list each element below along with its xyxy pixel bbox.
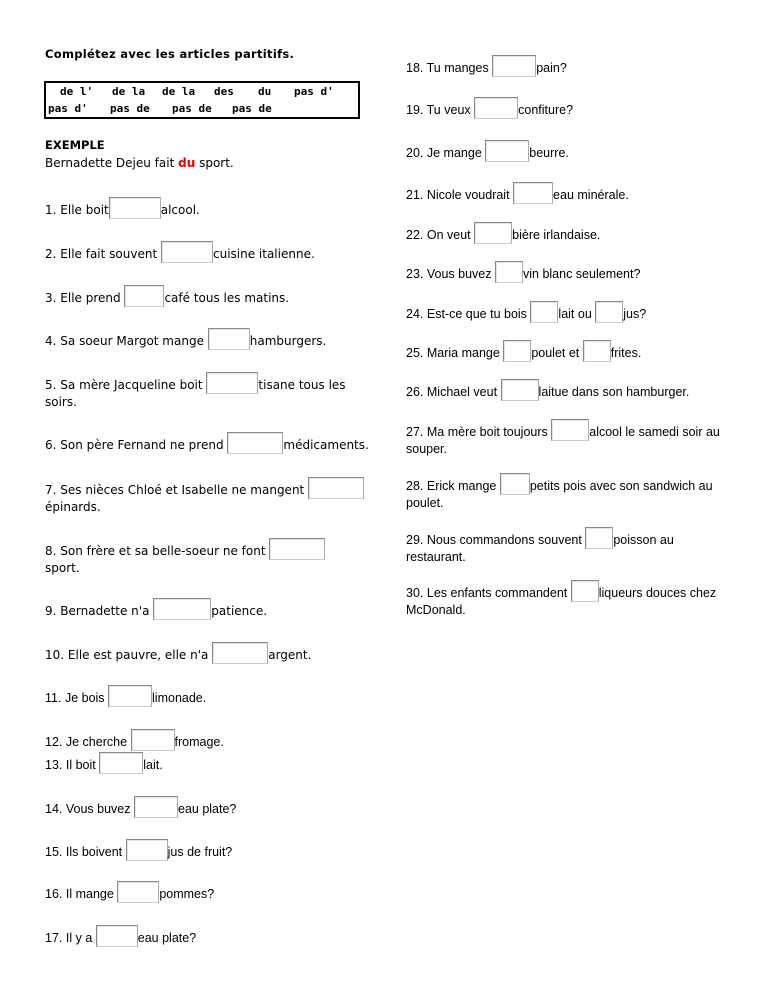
question-text: Je cherche xyxy=(65,735,128,749)
answer-input[interactable] xyxy=(131,729,175,751)
answer-input[interactable] xyxy=(208,328,250,350)
answer-input[interactable] xyxy=(500,473,530,495)
question-text: Nicole voudrait xyxy=(426,188,510,202)
question-text: médicaments. xyxy=(283,438,369,452)
question-29 xyxy=(406,527,674,566)
question-25 xyxy=(406,340,641,362)
question-number: 30. xyxy=(406,586,424,600)
question-text: Erick mange xyxy=(426,479,497,493)
question-text: Elle prend xyxy=(60,291,121,305)
question-text: Vous buvez xyxy=(65,802,131,816)
answer-input[interactable] xyxy=(495,261,523,283)
example-text-before: Bernadette Dejeu fait xyxy=(45,156,175,170)
question-number: 26. xyxy=(406,385,424,399)
question-text: patience. xyxy=(211,604,268,618)
question-text: soirs. xyxy=(45,395,77,409)
question-number: 11. xyxy=(45,691,62,705)
question-number: 14. xyxy=(45,802,63,816)
answer-input[interactable] xyxy=(117,881,159,903)
question-number: 19. xyxy=(406,103,424,117)
question-number: 12. xyxy=(45,735,63,749)
word-bank-item: de la xyxy=(112,85,146,98)
question-number: 16. xyxy=(45,887,63,901)
question-23 xyxy=(406,261,640,283)
question-text: laitue dans son hamburger. xyxy=(538,385,690,399)
answer-input[interactable] xyxy=(212,642,268,664)
question-4 xyxy=(45,328,326,350)
question-text: Est-ce que tu bois xyxy=(426,307,527,321)
question-text: restaurant. xyxy=(406,550,466,564)
question-text: Son frère et sa belle-soeur ne font xyxy=(60,544,266,558)
question-text: lait ou xyxy=(558,307,592,321)
question-text: Michael veut xyxy=(426,385,498,399)
question-number: 24. xyxy=(406,307,424,321)
question-number: 10. xyxy=(45,648,65,662)
question-text: petits pois avec son sandwich au xyxy=(529,479,713,493)
question-number: 23. xyxy=(406,267,424,281)
question-19 xyxy=(406,97,573,119)
question-text: épinards. xyxy=(45,500,101,514)
answer-input[interactable] xyxy=(595,301,623,323)
answer-input[interactable] xyxy=(501,379,539,401)
answer-input[interactable] xyxy=(583,340,611,362)
question-10 xyxy=(45,642,311,664)
word-bank-item: du xyxy=(258,85,272,98)
question-17 xyxy=(45,925,196,947)
question-number: 9. xyxy=(45,604,57,618)
question-12 xyxy=(45,729,224,751)
question-18 xyxy=(406,55,567,77)
question-number: 4. xyxy=(45,334,57,348)
word-bank-item: de l' xyxy=(60,85,94,98)
word-bank-item: pas d' xyxy=(294,85,334,98)
answer-input[interactable] xyxy=(227,432,283,454)
question-number: 27. xyxy=(406,425,424,439)
answer-input[interactable] xyxy=(474,97,518,119)
question-text: souper. xyxy=(406,442,448,456)
question-text: Ses nièces Chloé et Isabelle ne mangent xyxy=(60,483,305,497)
question-text: McDonald. xyxy=(406,603,466,617)
question-number: 13. xyxy=(45,758,63,772)
answer-input[interactable] xyxy=(153,598,211,620)
question-text: Nous commandons souvent xyxy=(426,533,582,547)
question-text: Sa mère Jacqueline boit xyxy=(60,378,203,392)
question-text: On veut xyxy=(426,228,471,242)
question-9 xyxy=(45,598,267,620)
question-15 xyxy=(45,839,232,861)
question-number: 15. xyxy=(45,845,63,859)
question-number: 20. xyxy=(406,146,424,160)
question-text: Elle fait souvent xyxy=(60,247,158,261)
question-20 xyxy=(406,140,569,162)
question-text: tisane tous les xyxy=(258,378,346,392)
question-number: 18. xyxy=(406,61,424,75)
question-text: café tous les matins. xyxy=(164,291,290,305)
question-text: alcool. xyxy=(160,203,200,217)
answer-input[interactable] xyxy=(96,925,138,947)
answer-input[interactable] xyxy=(571,580,599,602)
word-bank-item: de la xyxy=(162,85,196,98)
answer-input[interactable] xyxy=(585,527,613,549)
word-bank xyxy=(44,81,360,119)
answer-input[interactable] xyxy=(474,222,512,244)
question-number: 5. xyxy=(45,378,57,392)
question-text: sport. xyxy=(45,561,80,575)
question-text: Elle boit xyxy=(60,203,109,217)
question-text: Sa soeur Margot mange xyxy=(60,334,204,348)
question-text: confiture? xyxy=(518,103,574,117)
question-text: Maria mange xyxy=(426,346,500,360)
question-text: Bernadette n'a xyxy=(60,604,150,618)
question-text: poulet et xyxy=(531,346,580,360)
example-text-after: sport. xyxy=(199,156,234,170)
question-text: jus de fruit? xyxy=(167,845,233,859)
question-text: hamburgers. xyxy=(249,334,327,348)
answer-input[interactable] xyxy=(530,301,558,323)
answer-input[interactable] xyxy=(503,340,531,362)
answer-input[interactable] xyxy=(485,140,529,162)
question-text: Les enfants commandent xyxy=(426,586,568,600)
question-text: vin blanc seulement? xyxy=(523,267,641,281)
word-bank-item: pas de xyxy=(172,102,212,115)
question-text: pommes? xyxy=(159,887,215,901)
answer-input[interactable] xyxy=(126,839,168,861)
question-text: poisson au xyxy=(613,533,674,547)
question-16 xyxy=(45,881,214,903)
question-11 xyxy=(45,685,206,707)
question-text: limonade. xyxy=(152,691,207,705)
question-text: Tu manges xyxy=(426,61,489,75)
answer-input[interactable] xyxy=(161,241,213,263)
answer-input[interactable] xyxy=(109,197,161,219)
question-27 xyxy=(406,419,720,458)
question-22 xyxy=(406,222,600,244)
answer-input[interactable] xyxy=(492,55,536,77)
question-number: 6. xyxy=(45,438,57,452)
question-8 xyxy=(45,538,325,577)
question-text: fromage. xyxy=(174,735,224,749)
answer-input[interactable] xyxy=(551,419,589,441)
question-text: eau minérale. xyxy=(553,188,629,202)
question-text: Tu veux xyxy=(426,103,471,117)
question-text: cuisine italienne. xyxy=(212,247,315,261)
question-text: Je mange xyxy=(426,146,482,160)
question-number: 29. xyxy=(406,533,424,547)
answer-input[interactable] xyxy=(206,372,258,394)
answer-input[interactable] xyxy=(124,285,164,307)
question-2 xyxy=(45,241,315,263)
question-text: bière irlandaise. xyxy=(512,228,601,242)
question-13 xyxy=(45,752,163,774)
answer-input[interactable] xyxy=(513,182,553,204)
question-text: Il y a xyxy=(65,931,93,945)
question-6 xyxy=(45,432,369,454)
question-text: Il boit xyxy=(65,758,96,772)
question-text: poulet. xyxy=(406,496,444,510)
question-number: 8. xyxy=(45,544,57,558)
question-number: 25. xyxy=(406,346,424,360)
question-text: liqueurs douces chez xyxy=(598,586,717,600)
question-text: alcool le samedi soir au xyxy=(589,425,720,439)
word-bank-item: des xyxy=(214,85,234,98)
word-bank-item: pas de xyxy=(110,102,150,115)
answer-input[interactable] xyxy=(134,796,178,818)
question-text: frites. xyxy=(610,346,642,360)
question-text: pain? xyxy=(536,61,567,75)
answer-input[interactable] xyxy=(269,538,325,560)
question-number: 22. xyxy=(406,228,424,242)
question-24 xyxy=(406,301,646,323)
question-text: beurre. xyxy=(529,146,569,160)
question-number: 2. xyxy=(45,247,57,261)
question-30 xyxy=(406,580,716,619)
question-26 xyxy=(406,379,689,401)
question-number: 28. xyxy=(406,479,424,493)
question-text: Elle est pauvre, elle n'a xyxy=(67,648,209,662)
example-heading: EXEMPLE xyxy=(45,138,105,152)
question-3 xyxy=(45,285,289,307)
answer-input[interactable] xyxy=(108,685,152,707)
worksheet-title: Complétez avec les articles partitifs. xyxy=(45,47,295,61)
question-number: 7. xyxy=(45,483,57,497)
question-text: lait. xyxy=(143,758,163,772)
question-text: Ma mère boit toujours xyxy=(426,425,548,439)
question-text: jus? xyxy=(623,307,647,321)
word-bank-item: pas de xyxy=(232,102,272,115)
question-14 xyxy=(45,796,236,818)
example-answer: du xyxy=(178,156,196,170)
question-text: eau plate? xyxy=(137,931,197,945)
question-text: Son père Fernand ne prend xyxy=(60,438,224,452)
question-21 xyxy=(406,182,629,204)
question-text: Ils boivent xyxy=(65,845,123,859)
example-sentence xyxy=(45,156,234,170)
question-text: Il mange xyxy=(65,887,114,901)
question-number: 17. xyxy=(45,931,63,945)
question-1 xyxy=(45,197,200,219)
question-28 xyxy=(406,473,713,512)
question-number: 3. xyxy=(45,291,57,305)
question-text: eau plate? xyxy=(178,802,237,816)
question-number: 1. xyxy=(45,203,57,217)
question-text: Je bois xyxy=(64,691,105,705)
word-bank-item: pas d' xyxy=(48,102,88,115)
answer-input[interactable] xyxy=(99,752,143,774)
question-text: Vous buvez xyxy=(426,267,492,281)
question-5 xyxy=(45,372,346,411)
question-number: 21. xyxy=(406,188,424,202)
question-text: argent. xyxy=(268,648,312,662)
question-7 xyxy=(45,477,364,516)
answer-input[interactable] xyxy=(308,477,364,499)
